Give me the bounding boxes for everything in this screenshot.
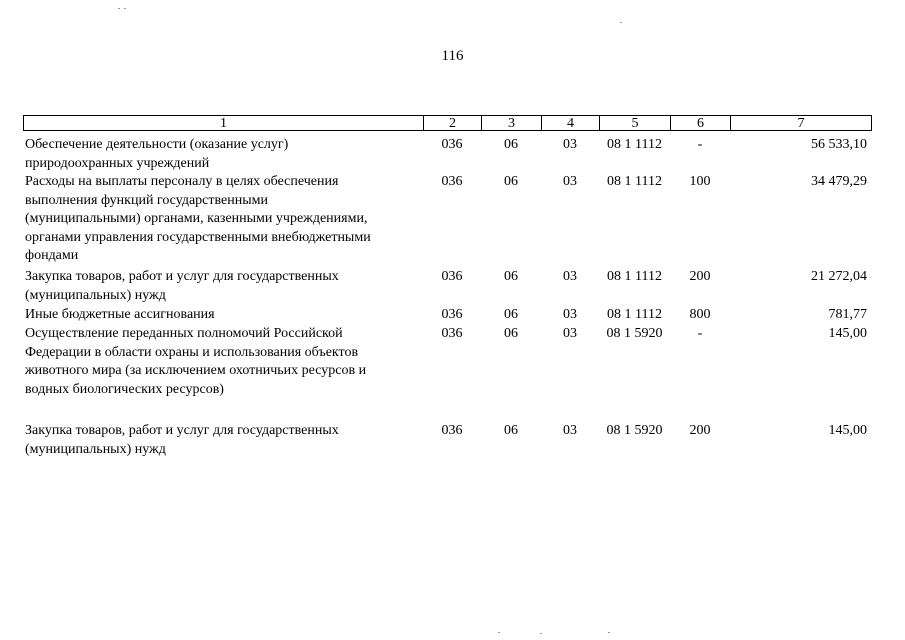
cell-col5: 08 1 1112 [607,137,662,152]
row-description [25,306,415,325]
description-line: Осуществление переданных полномочий Российской [25,326,343,341]
cell-col5: 08 1 5920 [606,326,663,341]
cell-col5: 08 1 1112 [607,307,662,322]
header-cell-col5: 5 [599,115,671,131]
row-description [25,325,415,399]
cell-col3: 06 [504,269,518,284]
cell-col2: 036 [441,326,463,341]
header-cell-col1: 1 [23,115,424,131]
scan-speck [608,632,610,633]
page-number: 116 [441,48,464,64]
cell-col2: 036 [441,423,463,438]
description-line: Расходы на выплаты персоналу в целях обеспечения [25,174,339,189]
description-line: фондами [25,248,79,263]
row-description [25,136,415,173]
cell-col6: 100 [689,174,711,189]
cell-col3: 06 [504,137,518,152]
cell-col3: 06 [504,326,518,341]
description-line: природоохранных учреждений [25,155,210,171]
cell-col7: 145,00 [828,326,867,341]
description-line: Обеспечение деятельности (оказание услуг) [25,137,289,152]
cell-col7: 21 272,04 [811,269,867,284]
cell-col5: 08 1 1112 [607,174,662,189]
cell-col7: 34 479,29 [811,174,867,189]
cell-col2: 036 [441,307,463,322]
header-cell-col7: 7 [730,115,872,131]
header-cell-col4: 4 [541,115,600,131]
scan-speck [620,22,622,23]
row-description [25,422,415,459]
description-line: выполнения функций государственными [25,192,268,208]
scan-speck [498,632,500,633]
description-line: (муниципальными) органами, казенными учреждениями, [25,211,368,226]
description-line: Закупка товаров, работ и услуг для государственных [25,423,339,438]
description-line: Федерации в области охраны и использования объектов [25,344,359,360]
scan-speck [540,633,542,634]
cell-col7: 145,00 [828,423,867,438]
cell-col5: 08 1 1112 [607,269,662,284]
row-description [25,268,415,305]
cell-col6: - [697,137,703,152]
cell-col7: 56 533,10 [811,137,867,152]
cell-col4: 03 [563,174,577,189]
cell-col2: 036 [441,269,463,284]
scan-speck [118,8,120,9]
row-description [25,173,415,266]
description-line: водных биологических ресурсов) [25,381,224,397]
cell-col6: 200 [689,269,711,284]
description-line: животного мира (за исключением охотничьих ресурсов и [25,363,367,378]
cell-col7: 781,77 [828,307,867,322]
cell-col2: 036 [441,174,463,189]
header-cell-col2: 2 [423,115,482,131]
description-line: Закупка товаров, работ и услуг для государственных [25,269,339,284]
cell-col5: 08 1 5920 [606,423,663,438]
cell-col3: 06 [504,307,518,322]
description-line: (муниципальных) нужд [25,287,166,303]
cell-col6: 200 [689,423,711,438]
scan-speck [124,8,126,9]
cell-col6: - [697,326,703,341]
cell-col2: 036 [441,137,463,152]
cell-col3: 06 [504,174,518,189]
description-line: Иные бюджетные ассигнования [25,307,215,322]
cell-col3: 06 [504,423,518,438]
cell-col4: 03 [563,137,577,152]
cell-col4: 03 [563,326,577,341]
cell-col4: 03 [563,307,577,322]
cell-col6: 800 [689,307,711,322]
header-cell-col3: 3 [481,115,542,131]
header-cell-col6: 6 [670,115,731,131]
description-line: (муниципальных) нужд [25,441,166,457]
description-line: органами управления государственными внебюджетными [25,229,371,245]
cell-col4: 03 [563,269,577,284]
cell-col4: 03 [563,423,577,438]
